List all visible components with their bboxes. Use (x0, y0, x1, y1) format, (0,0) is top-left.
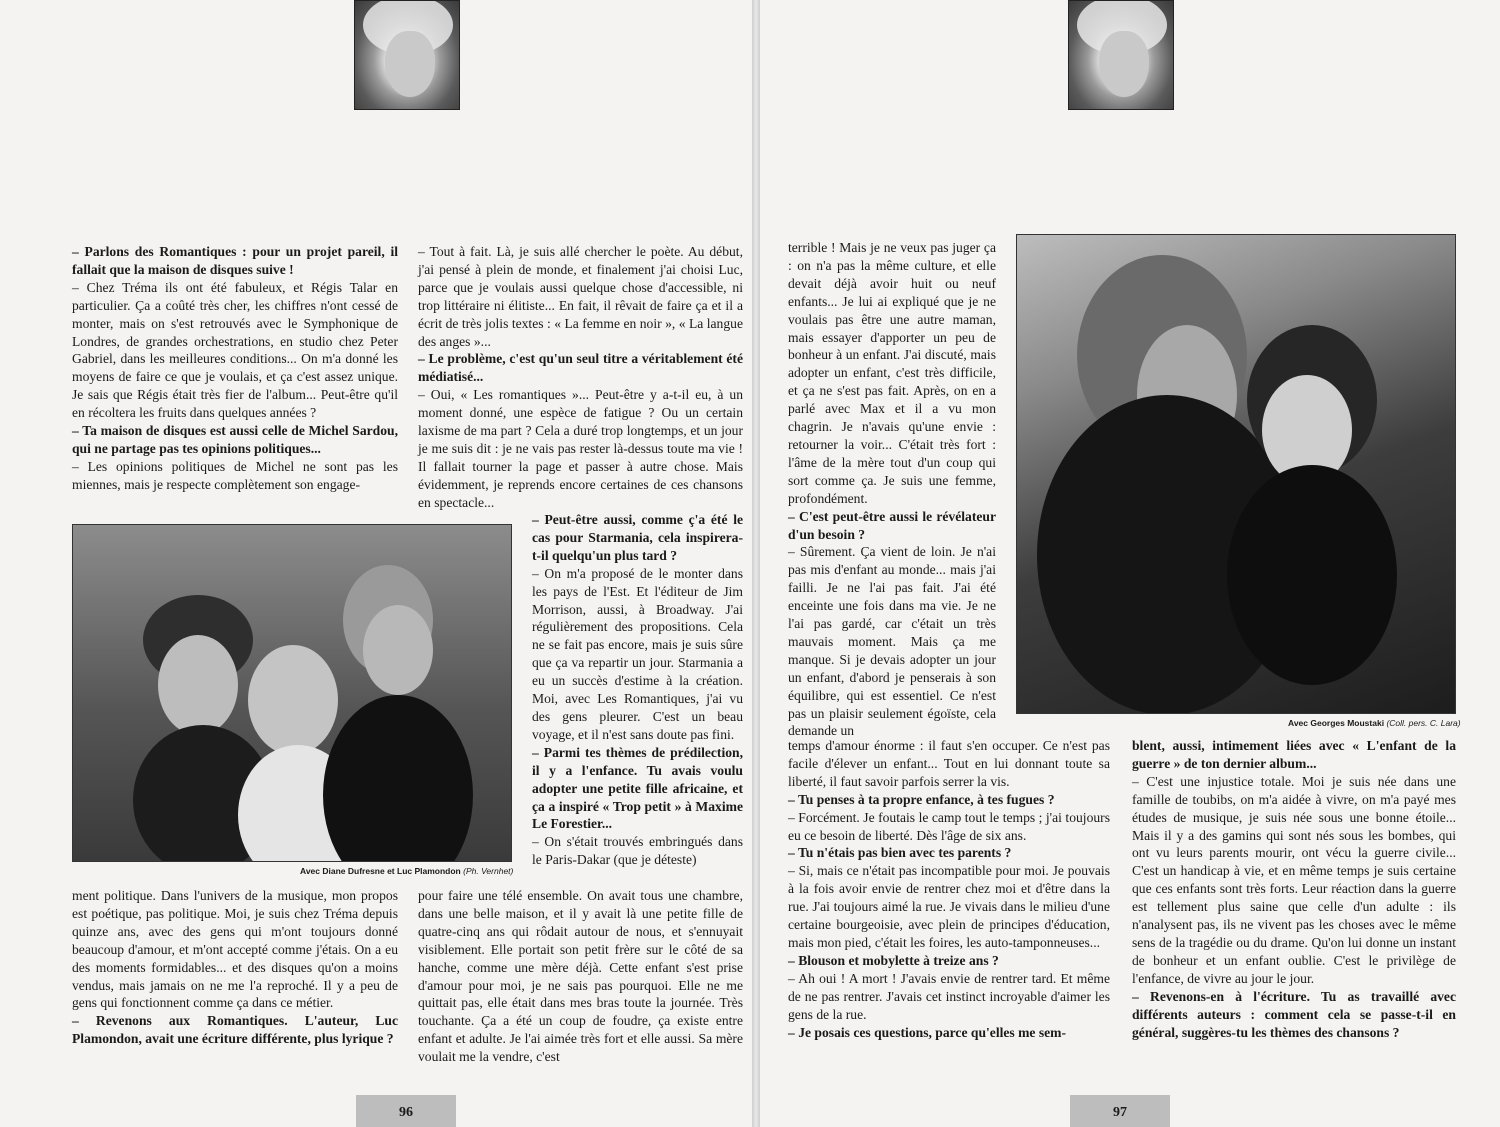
interview-question: – Parmi tes thèmes de prédilection, il y a l'enfance. Tu avais voulu adopter une petite fille africaine, et ça a inspiré « Trop petit » à Maxime Le Forestier... (532, 744, 743, 832)
right-page (760, 0, 1500, 1127)
spine (752, 0, 760, 1127)
interview-answer: pour faire une télé ensemble. On avait tous une chambre, dans une belle maison, et il y avait là une petite fille de quatre-cinq ans qui rôdait autour de nous, et s'ennuyait visiblement. Elle portait son petit frère sur le côté de sa hanche, comme une mère déjà. Cette enfant s'est prise d'amour pour moi, je ne sais pas pourquoi. Elle ne me quittait pas, elle était dans mes bras toute la journée. Très touchante. Ça a été un coup de foudre, ça existe entre enfant et adulte. Je l'ai aimée très fort et elle aussi. Sa mère voulait me la vendre, c'est (418, 888, 743, 1065)
interview-answer: – Ah oui ! A mort ! J'avais envie de rentrer tard. Et même de ne pas rentrer. J'avais cet instinct incroyable d'aimer les gens de la rue. (788, 970, 1110, 1022)
interview-answer: – Tout à fait. Là, je suis allé chercher le poète. Au début, j'ai pensé à plein de monde, et finalement j'ai choisi Luc, parce que je voulais aussi quelque chose d'accessible, ni trop littéraire ni élitiste... En fait, il rêvait de faire ça et il a écrit de très jolis textes : « La femme en noir », « La langue des anges »... (418, 244, 743, 349)
interview-question: – Revenons-en à l'écriture. Tu as travaillé avec différents auteurs : comment cela se passe-t-il en général, suggères-tu les thèmes des chansons ? (1132, 988, 1456, 1040)
right-col1-full (788, 737, 1110, 1041)
interview-answer: ment politique. Dans l'univers de la musique, mon propos est poétique, pas politique. Moi, je suis chez Tréma depuis quinze ans, avec des gens qui m'ont toujours donné beaucoup d'amour, et m'ont accepté comme j'étais. On a eu des moments formidables... et des disques qu'on a moins vendus, mais jamais on ne me l'a reproché. Il y a peu de gens qui fonctionnent comme ça dans ce métier. (72, 888, 398, 1011)
interview-answer: – On s'était trouvés embringués dans le Paris-Dakar (que je déteste) (532, 834, 743, 868)
interview-answer: – C'est une injustice totale. Moi je suis née dans une famille de toubibs, on m'a aidée à vivre, on m'a payé mes études de musique, je suis née sous une bonne étoile... Mais il y a des gamins qui sont nés sous les bombes, qui ont vu leurs parents mourir, ont vécu la guerre civile... C'est un handicap à vie, et en même temps je suis certaine que ces enfants sont très forts. Leur réaction dans la guerre est tellement plus saine que celle d'un adulte : ils n'analysent pas, ils ne vivent pas les choses avec le même sens de la tragédie ou du drame. Qu'on lui donne un instant de bonheur et un enfant oublie. C'est le privilège de l'enfance, de vivre au jour le jour. (1132, 773, 1456, 986)
photo-dufresne-plamondon (72, 524, 512, 862)
photo-caption-right: Avec Georges Moustaki (Coll. pers. C. Lara) (1288, 718, 1461, 728)
left-col2-narrow (532, 511, 743, 869)
interview-answer: – Oui, « Les romantiques »... Peut-être y a-t-il eu, à un moment donné, une espèce de fatigue ? Ou un certain laxisme de ma part ? Cela a duré trop longtemps, et un jour je me suis dit : je ne vais pas rester là-dessus toute ma vie ! Il fallait tourner la page et passer à autre chose. Mais évidemment, je reprends encore certaines de ces chansons en spectacle... (418, 387, 743, 510)
interview-answer: – Si, mais ce n'était pas incompatible pour moi. Je pouvais à la fois avoir envie de rentrer chez moi et d'être dans la rue. J'ai toujours aimé la rue. Je vivais dans le milieu d'une certaine bourgeoisie, avec plein de principes d'éducation, mais mon pied, c'était les foires, les auto-tamponneuses... (788, 863, 1110, 950)
interview-question: – C'est peut-être aussi le révélateur d'un besoin ? (788, 508, 996, 542)
interview-question: – Tu penses à ta propre enfance, à tes fugues ? (788, 791, 1055, 807)
portrait-thumbnail (1068, 0, 1174, 110)
interview-answer: – Les opinions politiques de Michel ne sont pas les miennes, mais je respecte complètement son engage- (72, 458, 398, 492)
page-number: 96 (356, 1095, 456, 1127)
right-col2 (1132, 737, 1456, 1041)
interview-question: – Je posais ces questions, parce qu'elles me sem- (788, 1024, 1067, 1040)
interview-answer: – On m'a proposé de le monter dans les pays de l'Est. Et l'éditeur de Jim Morrison, aussi, à Broadway. J'ai régulièrement des propositions. Cela ne se fait pas encore, mais je suis sûre que ça va repartir un jour. Starmania a eu un succès d'estime à la création. Moi, avec Les Romantiques, j'ai vu des gens pleurer. C'est un beau voyage, et il n'est sans doute pas fini. (532, 565, 743, 742)
interview-question: – Blouson et mobylette à treize ans ? (788, 952, 999, 968)
interview-answer: – Sûrement. Ça vient de loin. Je n'ai pas mis d'enfant au monde... mais j'ai failli. Je ne l'ai pas fait. J'ai été enceinte une fois dans ma vie. Je ne l'ai pas gardé, car c'était un très mauvais moment. Mais ça me manque. Si je devais adopter un jour un enfant, d'abord je penserais à son équilibre, qui est essentiel. Ce n'est pas un plaisir seulement égoïste, cela demande un (788, 544, 996, 739)
left-col2-top (418, 243, 743, 512)
interview-answer: – Forcément. Je foutais le camp tout le temps ; j'ai toujours eu ce besoin de liberté. Dès l'âge de six ans. (788, 809, 1110, 843)
interview-question: – Peut-être aussi, comme ç'a été le cas pour Starmania, cela inspirera-t-il quelqu'un plus tard ? (532, 512, 743, 563)
photo-moustaki (1016, 234, 1456, 714)
portrait-thumbnail (354, 0, 460, 110)
photo-caption-left: Avec Diane Dufresne et Luc Plamondon (Ph. Vernhet) (300, 866, 514, 876)
interview-question: – Le problème, c'est qu'un seul titre a véritablement été médiatisé... (418, 351, 743, 385)
interview-question: – Parlons des Romantiques : pour un projet pareil, il fallait que la maison de disques suive ! (72, 244, 398, 277)
interview-question: – Ta maison de disques est aussi celle de Michel Sardou, qui ne partage pas tes opinions politiques... (72, 423, 398, 456)
page-number: 97 (1070, 1095, 1170, 1127)
left-col1-top (72, 243, 398, 494)
interview-question: – Revenons aux Romantiques. L'auteur, Luc Plamondon, avait une écriture différente, plus lyrique ? (72, 1013, 398, 1047)
right-col1-narrow (788, 239, 996, 740)
interview-answer: temps d'amour énorme : il faut s'en occuper. Ce n'est pas facile d'élever un enfant... Tout en lui donnant toute sa liberté, il faut savoir parfois serrer la vis. (788, 738, 1110, 789)
interview-answer: terrible ! Mais je ne veux pas juger ça : on n'a pas la même culture, et elle devait déjà avoir huit ou neuf enfants... Je lui ai expliqué que je ne voulais pas être une autre maman, mais essayer d'apporter un peu de bonheur à un enfant. J'ai discuté, mais adopter un enfant, c'est très difficile, et ça ne s'est pas fait. Après, on en a parlé avec Max et il a vu mon chagrin. Je n'avais qu'une envie : retourner la voir... C'était très fort : l'âme de la mère tout d'un coup qui sort comme ça. Je suis une femme, profondément. (788, 240, 996, 506)
left-col2-bottom (418, 887, 743, 1066)
interview-answer: – Chez Tréma ils ont été fabuleux, et Régis Talar en particulier. Ça a coûté très cher, les chiffres n'ont cessé de monter, mais on s'est retrouvés avec le Symphonique de Londres, de grandes orchestrations, en studio chez Peter Gabriel, dans les meilleures conditions... On m'a donné les moyens de faire ce que je voulais, et ça c'est assez unique. Je sais que Régis était très fier de l'album... Peut-être qu'il en récoltera les fruits dans quelques années ? (72, 279, 398, 421)
interview-question: – Tu n'étais pas bien avec tes parents ? (788, 845, 1012, 861)
left-col1-bottom (72, 887, 398, 1048)
interview-question: blent, aussi, intimement liées avec « L'enfant de la guerre » de ton dernier album... (1132, 738, 1456, 771)
